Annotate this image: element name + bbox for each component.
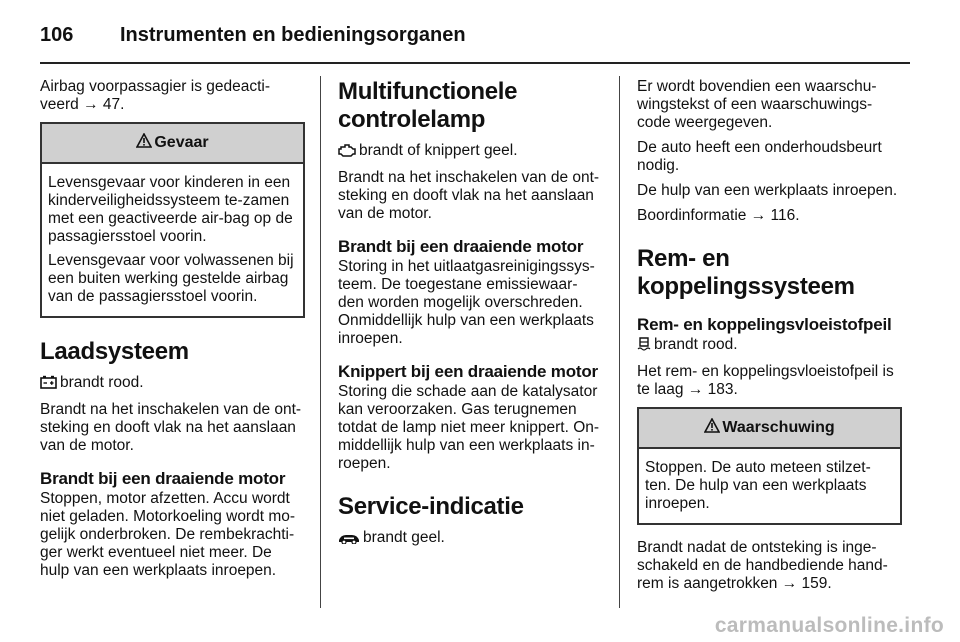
- mil-subheading-2: Knippert bij een draaiende motor: [338, 362, 598, 381]
- brake-fluid-icon: [637, 337, 651, 356]
- danger-box-title: Gevaar: [154, 134, 209, 151]
- mil-heading: Multifunctionele controlelamp: [338, 78, 518, 133]
- warning-box: [637, 407, 902, 525]
- mil-subheading-1: Brandt bij een draaiende motor: [338, 237, 584, 256]
- service-status: brandt geel.: [363, 529, 445, 546]
- col3-text-2: De auto heeft een onderhoudsbeurt nodig.: [637, 139, 882, 174]
- mil-sub-text-2: Storing die schade aan de katalysator kan veroorzaken. Gas terugnemen totdat de lamp niet meer knippert. On-middellijk hulp van een werkplaats in-roepen.: [338, 383, 600, 472]
- brake-heading: Rem- en koppelingssysteem: [637, 245, 855, 300]
- column-2: [338, 78, 603, 556]
- mil-desc: Brandt na het inschakelen van de ont-steking en dooft vlak na het aanslaan van de motor.: [338, 169, 600, 222]
- laadsysteem-status: brandt rood.: [60, 374, 144, 391]
- service-heading: Service-indicatie: [338, 493, 524, 520]
- mil-status: brandt of knippert geel.: [359, 142, 518, 159]
- danger-text-2: Levensgevaar voor volwassenen bij een buiten werking gestelde airbag van de passagiersstoel voorin.: [48, 252, 294, 305]
- col3-text-1: Er wordt bovendien een waarschu-wingstekst of een waarschuwings-code weergegeven.: [637, 78, 877, 131]
- laadsysteem-desc: Brandt na het inschakelen van de ont-steking en dooft vlak na het aanslaan van de motor.: [40, 401, 302, 454]
- column-3: [637, 78, 902, 600]
- warning-text: Stoppen. De auto meteen stilzet-ten. De hulp van een werkplaats inroepen.: [645, 459, 871, 512]
- laadsysteem-heading: Laadsysteem: [40, 338, 189, 365]
- danger-box: [40, 122, 305, 318]
- laadsysteem-sub-text: Stoppen, motor afzetten. Accu wordt niet geladen. Motorkoeling wordt mo-gelijk onderbroken. De rembekrachti-ger werkt eventueel niet meer. De hulp van een werkplaats inroepen.: [40, 490, 296, 579]
- warning-box-title: Waarschuwing: [722, 419, 835, 436]
- brake-desc: Het rem- en koppelingsvloeistofpeil is te laag → 183.: [637, 363, 894, 398]
- brake-status: brandt rood.: [654, 336, 738, 353]
- intro-text: Airbag voorpassagier is gedeacti-veerd → 47.: [40, 78, 271, 113]
- danger-box-header: [42, 124, 303, 164]
- wrench-car-icon: [338, 531, 360, 549]
- watermark: carmanualsonline.info: [714, 614, 944, 637]
- page-header: [40, 14, 910, 64]
- col3-text-4: Boordinformatie → 116.: [637, 207, 800, 224]
- column-divider: [320, 76, 321, 608]
- brake-subheading: Rem- en koppelingsvloeistofpeil: [637, 315, 892, 334]
- engine-icon: [338, 143, 356, 162]
- page-number: 106: [40, 24, 74, 46]
- danger-text-1: Levensgevaar voor kinderen in een kinderveiligheidssysteem te-zamen met een geactiveerde air-bag op de passagiersstoel voorin.: [48, 174, 293, 245]
- brake-after-text: Brandt nadat de ontsteking is inge-schakeld en de handbediende hand-rem is aangetrokken → 159.: [637, 539, 888, 592]
- column-1: [40, 78, 305, 587]
- mil-sub-text-1: Storing in het uitlaatgasreinigingssys-teem. De toegestane emissiewaar-den worden mogelijk overschreden. Onmiddellijk hulp van een werkplaats inroepen.: [338, 258, 595, 347]
- warning-triangle-icon: [136, 133, 152, 153]
- warning-box-header: [639, 409, 900, 449]
- col3-text-3: De hulp van een werkplaats inroepen.: [637, 182, 898, 199]
- battery-icon: [40, 375, 57, 394]
- warning-triangle-icon: [704, 418, 720, 438]
- page-title: Instrumenten en bedieningsorganen: [120, 24, 466, 46]
- column-divider: [619, 76, 620, 608]
- laadsysteem-subheading: Brandt bij een draaiende motor: [40, 469, 286, 488]
